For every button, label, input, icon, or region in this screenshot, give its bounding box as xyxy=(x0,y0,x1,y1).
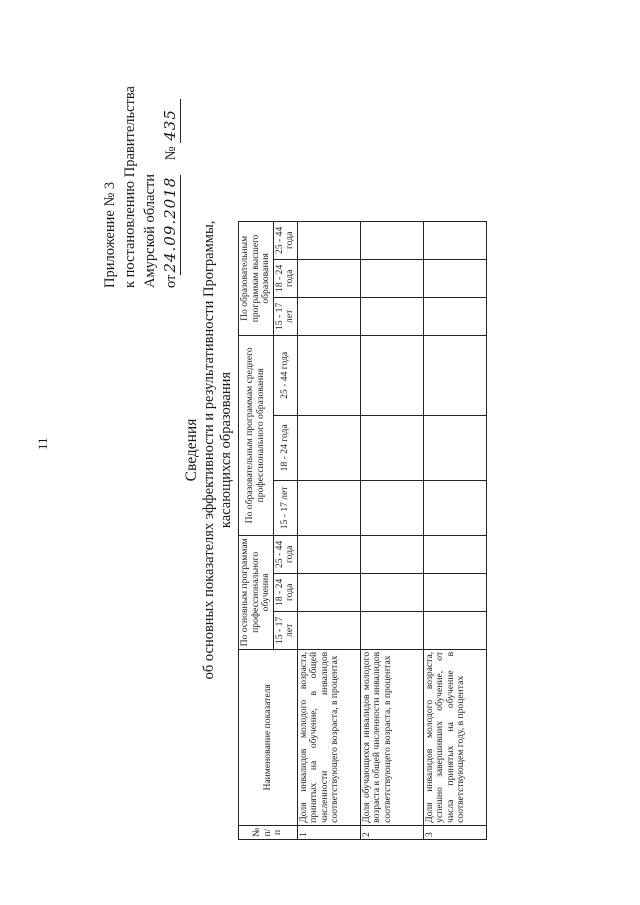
appendix-line-3: Амурской области xyxy=(142,174,158,288)
age-header: 18 - 24 года xyxy=(273,259,297,297)
age-header: 15 - 17 лет xyxy=(273,611,297,649)
value-cell xyxy=(423,611,486,649)
value-cell xyxy=(423,335,486,415)
table-row xyxy=(360,221,423,839)
value-cell xyxy=(360,221,423,259)
value-cell xyxy=(423,415,486,480)
handwritten-number: 435 xyxy=(160,99,181,143)
value-cell xyxy=(297,259,360,297)
header-group-3: По образовательным программам высшего образования xyxy=(239,221,274,335)
row-number: 2 xyxy=(360,825,423,839)
appendix-block xyxy=(100,18,181,288)
page-number: 11 xyxy=(35,437,50,450)
value-cell xyxy=(423,259,486,297)
header-row-groups xyxy=(239,221,274,839)
header-group-2: По образовательным программам среднего профессионального образования xyxy=(239,335,274,535)
table-row xyxy=(297,221,360,839)
value-cell xyxy=(297,535,360,573)
value-cell xyxy=(423,480,486,535)
age-header: 18 - 24 года xyxy=(273,415,297,480)
header-no: № п/п xyxy=(239,825,298,839)
age-header: 25 - 44 года xyxy=(273,335,297,415)
title-line-2: касающихся образования xyxy=(218,371,234,529)
value-cell xyxy=(297,415,360,480)
value-cell xyxy=(423,221,486,259)
age-header: 25 - 44 года xyxy=(273,535,297,573)
value-cell xyxy=(297,573,360,611)
age-header: 18 - 24 года xyxy=(273,573,297,611)
indicator-name: Доля инвалидов молодого возраста, принятых на обучение, в общей численности инвалидов соответствующего возраста, в процентах xyxy=(297,649,360,825)
row-number: 1 xyxy=(297,825,360,839)
title-heading: Сведения xyxy=(183,418,200,482)
appendix-date-line xyxy=(160,18,181,288)
handwritten-date: 24.09.2018 xyxy=(161,176,179,273)
row-number: 3 xyxy=(423,825,486,839)
header-name: Наименование показателя xyxy=(239,649,298,825)
title-line-1: об основных показателях эффективности и результативности Программы, xyxy=(201,220,217,680)
table-row xyxy=(423,221,486,839)
value-cell xyxy=(423,535,486,573)
value-cell xyxy=(297,297,360,335)
indicator-name: Доля обучающихся инвалидов молодого возраста в общей численности инвалидов соответствующего возраста, в процентах xyxy=(360,649,423,825)
value-cell xyxy=(360,335,423,415)
value-cell xyxy=(360,297,423,335)
value-cell xyxy=(297,611,360,649)
indicators-table xyxy=(238,221,487,840)
value-cell xyxy=(297,480,360,535)
age-header: 15 - 17 лет xyxy=(273,480,297,535)
appendix-line-1: Приложение № 3 xyxy=(102,181,118,288)
value-cell xyxy=(360,535,423,573)
value-cell xyxy=(297,221,360,259)
indicator-name: Доля инвалидов молодого возраста, успешно завершивших обучение, от числа принятых на обучение в соответствующем году, в процентах xyxy=(423,649,486,825)
value-cell xyxy=(423,297,486,335)
document-title xyxy=(183,145,235,755)
header-group-1: По основным программам профессионального обучения xyxy=(239,535,274,649)
age-header: 15 - 17 лет xyxy=(273,297,297,335)
number-label: № xyxy=(163,146,179,161)
value-cell xyxy=(360,611,423,649)
value-cell xyxy=(423,573,486,611)
value-cell xyxy=(360,259,423,297)
age-header: 25 - 44 года xyxy=(273,221,297,259)
from-label: от xyxy=(163,274,179,288)
value-cell xyxy=(360,415,423,480)
appendix-line-2: к постановлению Правительства xyxy=(122,86,138,288)
value-cell xyxy=(297,335,360,415)
value-cell xyxy=(360,573,423,611)
value-cell xyxy=(360,480,423,535)
